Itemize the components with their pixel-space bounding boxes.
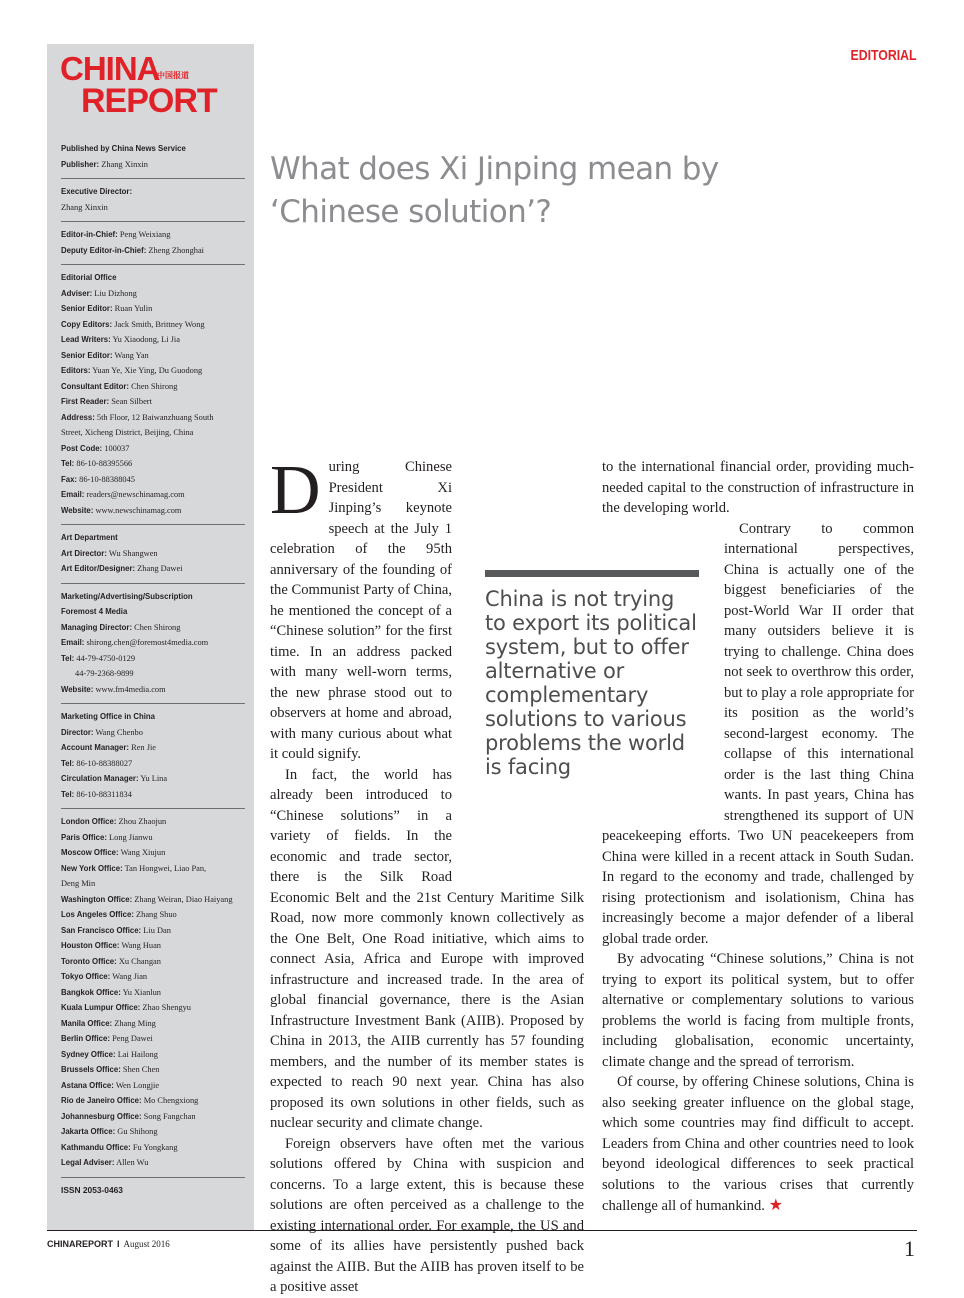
masthead: Published by China News Service Publisher: Zhang Xinxin Executive Director: Zhang Xinxin Editor-in-Chief: Peng Weixiang Deputy Editor-in-Chief: Zheng Zhonghai Editorial Office Adviser: Liu Dizhong Senior Editor: Ruan Yulin Copy Editors: Jack Smith, Brittney Wong Lead Writers: Yu Xiaodong, Li Jia Senior Editor: Wang Yan Editors: Yuan Ye, Xie Ying, Du Guodong Consultant Editor: Chen Shirong First Reader: Sean Silbert Address: 5th Floor, 12 Baiwanzhuang South Street, Xicheng District, Beijing, China Post Code: 100037 Tel: 86-10-88395566 Fax: 86-10-88388045 Email: readers@newschinamag.com Website: www.newschinamag.com Art Department Art Director: Wu Shangwen Art Editor/Designer: Zhang Dawei Marketing/Advertising/Subscription Foremost 4 Media Managing Director: Chen Shirong Email: shirong.chen@foremost4media.com Tel: 44-79-4750-0129 44-79-2368-9899 Website: www.fm4media.com Marketing Office in China Director: Wang Chenbo Account Manager: Ren Jie Tel: 86-10-88388027 Circulation Manager: Yu Lina Tel: 86-10-88311834 London Office: Zhou Zhaojun Paris Office: Long Jianwu Moscow Office: Wang Xiujun New York Office: Tan Hongwei, Liao Pan, Deng Min Washington Office: Zhang Weiran, Diao Haiyang Los Angeles Office: Zhang Shuo San Francisco Office: Liu Dan Houston Office: Wang Huan Toronto Office: Xu Changan Tokyo Office: Wang Jian Bangkok Office: Yu Xianlun Kuala Lumpur Office: Zhao Shengyu Manila Office: Zhang Ming Berlin Office: Peng Dawei Sydney Office: Lai Hailong Brussels Office: Shen Chen Astana Office: Wen Longjie Rio de Janeiro Office: Mo Chengxiong Johannesburg Office: Song Fangchan Jakarta Office: Gu Shihong Kathmandu Office: Fu Yongkang Legal Adviser: Allen Wu ISSN 2053-0463 <box>61 141 245 1198</box>
footer-divider <box>47 1230 917 1231</box>
divider <box>61 703 245 704</box>
executive-director-name: Zhang Xinxin <box>61 202 108 212</box>
marketing-website[interactable]: www.fm4media.com <box>95 684 166 694</box>
divider <box>61 1177 245 1178</box>
marketing-heading: Marketing/Advertising/Subscription <box>61 591 193 601</box>
divider <box>61 524 245 525</box>
marketing-email[interactable]: shirong.chen@foremost4media.com <box>86 638 209 647</box>
pull-quote: China is not trying to export its political system, but to offer alternative or complementary solutions to various problems the world is facing <box>485 570 699 779</box>
china-report-logo <box>60 50 235 120</box>
section-label: EDITORIAL <box>850 47 917 64</box>
end-star-icon: ★ <box>768 1195 783 1214</box>
paragraph: Foreign observers have often met the various solutions offered by China with suspicion and concerns. To a large extent, this is because these solutions are often perceived as a challenge to the existing international order. For example, the US and some of its allies have persistently pushed back against the AIIB. But the AIIB has proven itself to be a positive asset <box>270 1135 584 1295</box>
footer-brand: CHINAREPORT <box>47 1239 114 1249</box>
divider <box>61 178 245 179</box>
marketing-china-heading: Marketing Office in China <box>61 712 156 721</box>
divider <box>61 808 245 809</box>
drop-cap: D <box>270 452 321 529</box>
page-number: 1 <box>904 1236 915 1261</box>
publisher-name: Zhang Xinxin <box>101 159 148 169</box>
issn: ISSN 2053-0463 <box>61 1184 123 1195</box>
paragraph: to the international financial order, providing much-needed capital to the construction of infrastructure in the developing world. <box>602 459 914 516</box>
divider <box>61 221 245 222</box>
deputy-editor-name: Zheng Zhonghai <box>148 245 205 255</box>
published-by: Published by China News Service <box>61 144 186 153</box>
art-department-heading: Art Department <box>61 533 118 542</box>
logo-chinese-text: 中国报道 <box>157 71 189 80</box>
logo-word-china: CHINA <box>60 50 160 87</box>
contact-website[interactable]: www.newschinamag.com <box>95 505 182 515</box>
logo-word-report: REPORT <box>81 82 217 120</box>
paragraph: Of course, by offering Chinese solutions, China is also seeking greater influence on the global stage, which some countries may find difficult to accept. Leaders from China and other countries need to look beyond ideological differences to seek practical solutions to the various crises that currently challenge all of humankind. ★ <box>602 1074 914 1214</box>
editor-in-chief-name: Peng Weixiang <box>119 230 171 239</box>
footer-issue: August 2016 <box>123 1239 170 1249</box>
footer: CHINAREPORT I August 2016 <box>47 1239 170 1249</box>
paragraph: By advocating “Chinese solutions,” China is not trying to export its political system, but to offer alternative or complementary solutions to various problems the world is facing from multiple fronts, including globalisation, economic uncertainty, climate change and the spread of terrorism. <box>602 951 914 1070</box>
article-title: What does Xi Jinping mean by ‘Chinese solution’? <box>270 151 719 230</box>
contact-email[interactable]: readers@newschinamag.com <box>86 490 185 499</box>
editorial-office-heading: Editorial Office <box>61 273 117 282</box>
paragraph: During Chinese President Xi Jinping’s keynote speech at the July 1 celebration of the 95th anniversary of the founding of the Communist Party of China, he mentioned the concept of a “Chinese solution” for the first time. In an address packed with many well-worn terms, the new phrase stood out to observers at home and abroad, with many curious about what it could signify. <box>270 452 453 762</box>
divider <box>61 583 245 584</box>
divider <box>61 264 245 265</box>
address-continued: Street, Xicheng District, Beijing, China <box>61 428 194 437</box>
paragraph: In fact, the world has already been introduced to “Chinese solutions” in a variety of fields. In the economic and trade sector, there is the Silk Road Economic Belt and the 21st Century Maritime Silk Road, now more commonly known collectively as the One Belt, One Road initiative, which aims to connect Asia, Africa and Europe with improved infrastructure and increased trade. In the area of global financial governance, there is the Asian Infrastructure Investment Bank (AIIB). Proposed by China in 2013, the AIIB currently has 57 founding members, and the number of its member states is expected to reach 90 next year. China has also proposed its own solutions in other fields, such as nuclear security and climate change. <box>270 766 584 1131</box>
paragraph: Contrary to common international perspectives, China is actually one of the biggest beneficiaries of the post-World War II order that many outsiders believe it is trying to challenge. China does not seek to overthrow this order, but to play a role appropriate for its position as the world’s second-largest economy. The collapse of this international order is the last thing China wants. In past years, China has strengthened its support of UN peacekeeping efforts. Two UN peacekeepers from China were killed in a recent attack in South Sudan. In regard to the economy and trade, challenged by rising protectionism and isolationism, China has increasingly become a major defender of a liberal global trade order. <box>602 520 914 947</box>
